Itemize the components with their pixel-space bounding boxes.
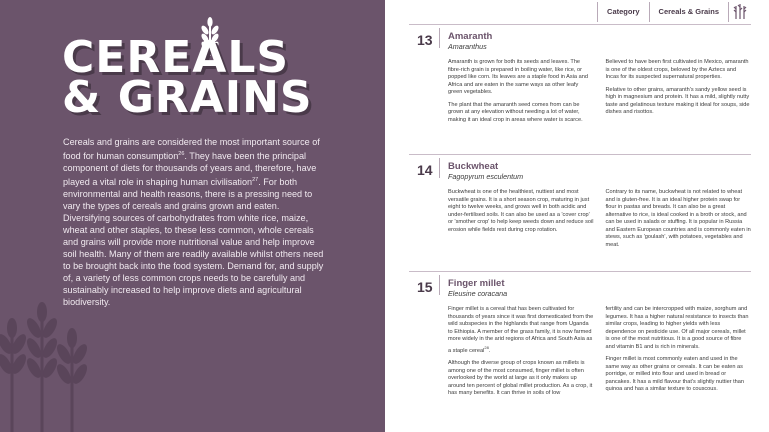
breadcrumb	[597, 2, 729, 22]
paragraph: Amaranth is grown for both its seeds and leaves. The fibre-rich grain is prepared in boiling water, like rice, or popped like corn. Its leaves are a staple food in Asia and Africa and are eaten in the same ways as other leafy green vegetables.	[448, 59, 588, 96]
right-panel	[385, 0, 769, 432]
entry-title: Finger millet	[448, 278, 505, 289]
entry-buckwheat	[409, 154, 751, 264]
divider	[409, 271, 751, 272]
intro-paragraph: Cereals and grains are considered the most important source of food for human consumption$^{26}$. They have been the principal component of diets for thousands of years and, therefore, have played a vital role in shaping human civilisation$^{27}$. For both environmental and health reasons, there is a pressing need to vary the types of cereals and grains grown and eaten. Diversifying sources of carbohydrates from white rice, maize, wheat and other staples, to these less common, whole cereals and grains will provide more nutritional value and help improve soil health. Many of them are readily available whilst others need to be brought back into the food system. Demand for, and supply of, a variety of less common crops needs to be carefully and sustainably increased to help improve diets and agricultural biodiversity.	[63, 137, 324, 308]
number-divider	[439, 158, 440, 178]
paragraph: fertility and can be intercropped with maize, sorghum and legumes. It has a higher natural resistance to insects than similar crops, leading to higher yields with less dependence on pesticide use. Of all major cereals, millet is one of the most nutritious. It is a good source of fibre and vitamin B1 and is rich in minerals.	[605, 306, 749, 350]
column-left	[448, 59, 594, 129]
tab-category[interactable]: Category	[597, 2, 649, 22]
number-divider	[439, 28, 440, 48]
entry-number: 14	[417, 162, 433, 178]
tab-cereals-grains[interactable]: Cereals & Grains	[649, 2, 729, 22]
column-left	[448, 189, 594, 254]
paragraph: Believed to have been first cultivated in Mexico, amaranth is one of the oldest crops, beloved by the Aztecs and Incas for its suspected supernatural properties.	[605, 59, 749, 81]
entry-columns	[448, 306, 751, 403]
entry-scientific-name: Eleusine coracana	[448, 289, 508, 298]
paragraph: Finger millet is most commonly eaten and used in the same way as other grains or cereals. It can be eaten as porridge, or milled into flour and used in bread or pancakes. It has a mild flavour that's slightly nuttier than quinoa and has a similar texture to couscous.	[605, 356, 744, 393]
paragraph: Buckwheat is one of the healthiest, nuttiest and most versatile grains. It is a short season crop, maturing in just eight to twelve weeks, and grows well in both acidic and under-fertilised soils. It can also be used as a 'cover crop' or 'smother crop' to help keep weeds down and reduce soil erosion while fields rest during crop rotation.	[448, 189, 594, 233]
title-line-2: & GRAINS	[62, 72, 313, 123]
paragraph: Finger millet is a cereal that has been cultivated for thousands of years since it was first domesticated from the wild subspecies in the highlands that range from Uganda to Ethiopia. A member of the grass family, it is now farmed more widely in the arid regions of Africa and South Asia as a staple cereal$^{28}$.	[448, 306, 594, 354]
entry-columns	[448, 59, 751, 129]
column-left	[448, 306, 594, 403]
entry-scientific-name: Fagopyrum esculentum	[448, 172, 524, 181]
entry-title: Amaranth	[448, 31, 493, 42]
number-divider	[439, 275, 440, 295]
column-right	[606, 189, 752, 254]
entry-finger-millet	[409, 271, 751, 432]
divider	[409, 154, 751, 155]
paragraph: Contrary to its name, buckwheat is not related to wheat and is gluten-free. It is an ideal higher protein swap for flour in pastas and breads. It can also be a great alternative to rice, is ideal cooked in a broth or stock, and can be used in salads or stuffing. It is popular in Russia and Eastern European countries and is commonly eaten in stews, such as 'goulash', with potatoes, vegetables and meat.	[605, 189, 751, 248]
entry-title: Buckwheat	[448, 161, 499, 172]
entry-scientific-name: Amaranthus	[448, 42, 487, 51]
wheat-icon	[733, 3, 747, 19]
paragraph: The plant that the amaranth seed comes from can be grown at any elevation without needing a lot of water, making it an ideal crop in areas where water is scarce.	[448, 101, 583, 123]
title-line-1: CEREALS	[62, 32, 290, 83]
entry-number: 13	[417, 32, 433, 48]
wheat-stalks-illustration	[0, 300, 110, 432]
column-right	[606, 306, 752, 403]
entry-columns	[448, 189, 751, 254]
divider	[409, 24, 751, 25]
entry-amaranth	[409, 24, 751, 150]
paragraph: Relative to other grains, amaranth's sandy yellow seed is high in magnesium and protein. It has a mild, slightly nutty taste and gelatinous texture making it ideal for soups, side dishes and risottos.	[605, 86, 750, 116]
entry-number: 15	[417, 279, 433, 295]
paragraph: Although the diverse group of crops known as millets is among one of the most consumed, finger millet is often overlooked by the world at large as it only makes up around ten percent of global millet production. As a crop, it has many benefits. It can thrive in soils of low	[448, 360, 593, 397]
column-right	[606, 59, 752, 129]
page-title	[62, 32, 313, 123]
